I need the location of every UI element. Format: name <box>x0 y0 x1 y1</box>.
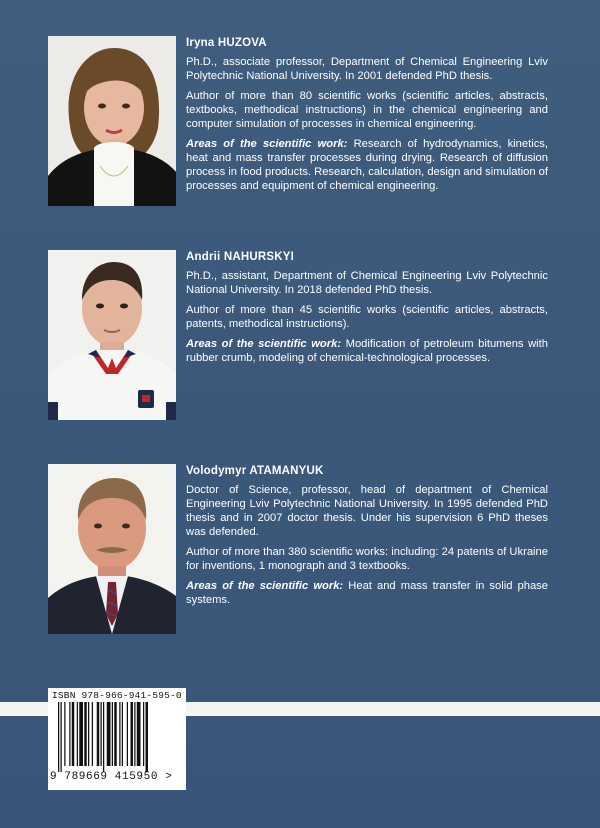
barcode-bar <box>127 702 128 766</box>
barcode-bar <box>103 702 104 772</box>
barcode-bar <box>131 702 134 766</box>
barcode-bar <box>107 702 111 766</box>
areas-label: Areas of the scientific work: <box>186 138 348 150</box>
barcode-bar <box>137 702 141 766</box>
barcode-bar <box>69 702 70 766</box>
barcode-bar <box>122 702 123 766</box>
author-text <box>186 250 548 371</box>
areas-text: Research of hydrodynamics, kinetics, heat and mass transfer processes during drying. Research of diffusion process in food products. Research, calculation, design and simulation of processes and equipment of chemical engineering. <box>186 138 548 192</box>
barcode-bar <box>79 702 83 766</box>
barcode-bar <box>112 702 113 766</box>
author-text <box>186 464 548 613</box>
areas-text: Heat and mass transfer in solid phase systems. <box>186 580 548 606</box>
barcode-bar <box>114 702 117 766</box>
author-areas <box>186 337 548 365</box>
author-name: Volodymyr ATAMANYUK <box>186 465 324 477</box>
author-works: Author of more than 380 scientific works: including: 24 patents of Ukraine for inventions, 1 monograph and 3 textbooks. <box>186 546 548 572</box>
barcode-bars <box>58 702 180 772</box>
author-works: Author of more than 45 scientific works (scientific articles, abstracts, patents, methodical instructions). <box>186 304 548 330</box>
barcode-bar <box>143 702 144 766</box>
woman-portrait-image <box>48 36 176 206</box>
author-areas <box>186 579 548 607</box>
barcode-bar <box>64 702 65 766</box>
barcode-bar <box>119 702 120 766</box>
barcode-bar <box>61 702 62 772</box>
barcode-bar <box>72 702 75 766</box>
barcode-bar <box>84 702 87 766</box>
barcode-bar <box>97 702 100 766</box>
author-text <box>186 36 548 199</box>
author-position: Ph.D., associate professor, Department of Chemical Engineering Lviv Polytechnic National University. In 2001 defended PhD thesis. <box>186 56 548 82</box>
author-photo <box>48 250 176 420</box>
man-portrait-image <box>48 464 176 634</box>
barcode-digits: 9 789669 415950 > <box>50 771 173 783</box>
author-photo <box>48 464 176 634</box>
author-areas <box>186 137 548 193</box>
barcode-bar <box>58 702 59 772</box>
areas-label: Areas of the scientific work: <box>186 338 342 350</box>
areas-text: Modification of petroleum bitumens with rubber crumb, modeling of chemical-technological processes. <box>186 338 548 364</box>
barcode-bar <box>92 702 93 766</box>
author-position: Doctor of Science, professor, head of department of Chemical Engineering Lviv Polytechnic National University. In 1995 defended PhD thesis and in 2007 doctor thesis. Under his supervision 6 PhD theses was defended. <box>186 484 548 538</box>
barcode-bar <box>88 702 89 766</box>
author-photo <box>48 36 176 206</box>
areas-label: Areas of the scientific work: <box>186 580 344 592</box>
author-name: Iryna HUZOVA <box>186 37 267 49</box>
isbn-label: ISBN 978-966-941-595-0 <box>52 690 182 701</box>
barcode-bar <box>77 702 78 766</box>
author-works: Author of more than 80 scientific works (scientific articles, abstracts, textbooks, methodical instructions) in the chemical engineering and computer simulation of processes in chemical engineering. <box>186 90 548 130</box>
barcode-bar <box>146 702 149 772</box>
author-name: Andrii NAHURSKYI <box>186 251 294 263</box>
barcode-bar <box>134 702 135 766</box>
barcode-bar <box>101 702 102 766</box>
isbn-barcode <box>48 688 186 790</box>
man-portrait-image <box>48 250 176 420</box>
author-position: Ph.D., assistant, Department of Chemical Engineering Lviv Polytechnic National University. In 2018 defended PhD thesis. <box>186 270 548 296</box>
